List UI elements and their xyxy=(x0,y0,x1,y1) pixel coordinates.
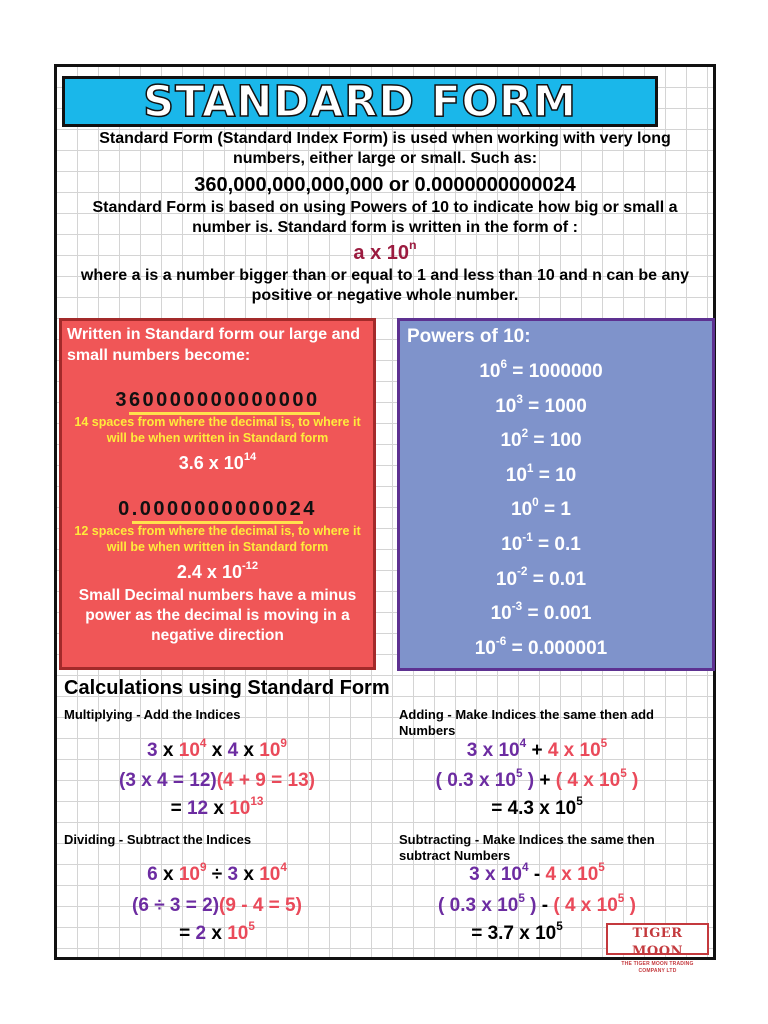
powers-of-ten-box xyxy=(397,318,715,671)
minus-power-explanation: Small Decimal numbers have a minus power as the decimal is moving in a negative direction xyxy=(78,587,357,644)
subtracting-result: = 3.7 x $10^5$ xyxy=(471,919,563,944)
tiger-moon-logo xyxy=(606,923,709,974)
multiplying-steps: (3 x 4 = 12)(4 + 9 = 13) xyxy=(119,770,315,791)
small-number-result xyxy=(62,560,373,584)
conversion-examples-box xyxy=(59,318,376,670)
large-number-result xyxy=(62,451,373,475)
power-row: $10^{-1} = 0.1$ xyxy=(501,530,581,555)
adding-label: Adding - Make Indices the same then add Numbers xyxy=(399,707,654,738)
subtracting-label: Subtracting - Make Indices the same then subtract Numbers xyxy=(399,832,655,863)
multiplying-result: = 12 x $10^{13}$ xyxy=(170,794,264,819)
large-result-exponent: 14 xyxy=(243,451,257,464)
large-number-underlined-digits: 60000000000000 xyxy=(129,389,320,415)
intro-section xyxy=(57,129,713,306)
subtracting-expression: 3 x $10^4 - 4$ x $10^5$ xyxy=(469,860,605,885)
small-number-last-digit: 4 xyxy=(303,498,317,520)
powers-heading: Powers of 10: xyxy=(407,326,531,347)
standard-form-formula xyxy=(57,240,713,266)
large-result-base: 3.6 x 10 xyxy=(178,453,244,473)
large-number-first-digit: 3 xyxy=(115,389,129,411)
power-row: $10^{-6} = 0.000001$ xyxy=(474,634,608,659)
calculations-heading: Calculations using Standard Form xyxy=(64,677,390,699)
intro-paragraph-1: Standard Form (Standard Index Form) is used when working with very long numbers, either large or small. Such as: xyxy=(99,130,671,167)
dividing-result: = 2 x $10^5$ xyxy=(179,919,255,944)
logo-name: TIGER MOON xyxy=(632,926,683,959)
poster xyxy=(54,64,716,974)
intro-paragraph-2: Standard Form is based on using Powers of 10 to indicate how big or small a number is. Standard form is written in the form of : xyxy=(92,199,678,236)
subtracting-steps: ( 0.3 x $10^5$ ) - ( 4 x $10^5$ ) xyxy=(438,891,636,916)
small-number-first-digit: 0 xyxy=(118,498,132,520)
large-number-note: 14 spaces from where the decimal is, to where it will be when written in Standard form xyxy=(74,415,361,445)
adding-expression: 3 x $10^4 + 4$ x $10^5$ xyxy=(466,736,608,761)
formula-base: a x 10 xyxy=(353,242,410,264)
title-banner xyxy=(62,76,658,127)
power-row: $10^3 = 1000$ xyxy=(495,392,587,417)
adding-steps: ( 0.3 x $10^5$ ) + ( 4 x $10^5$ ) xyxy=(435,766,639,791)
small-number-note: 12 spaces from where the decimal is, to where it will be when written in Standard form xyxy=(74,524,361,554)
formula-exponent: n xyxy=(409,238,417,253)
powers-list xyxy=(400,355,712,666)
page-title: STANDARD FORM xyxy=(143,76,577,127)
dividing-expression: 6 x $10^9 \div 3$ x $10^4$ xyxy=(147,860,287,885)
logo-tagline: THE TIGER MOON TRADING COMPANY LTD xyxy=(621,961,694,974)
large-number xyxy=(62,388,373,412)
example-numbers: 360,000,000,000,000 or 0.0000000000024 xyxy=(194,174,576,196)
dividing-label: Dividing - Subtract the Indices xyxy=(64,832,252,847)
multiplying-expression: 3 x $10^4$ x 4 x $10^9$ xyxy=(147,736,287,761)
power-row: $10^{-2} = 0.01$ xyxy=(495,565,587,590)
adding-result: = 4.3 x $10^5$ xyxy=(491,794,583,819)
conversion-heading: Written in Standard form our large and small numbers become: xyxy=(67,326,361,364)
intro-paragraph-3: where a is a number bigger than or equal to 1 and less than 10 and n can be any positive or negative whole number. xyxy=(80,267,690,304)
multiplying-label: Multiplying - Add the Indices xyxy=(64,707,241,722)
dividing-steps: (6 ÷ 3 = 2)(9 - 4 = 5) xyxy=(132,895,302,916)
power-row: $10^0 = 1$ xyxy=(511,496,571,521)
small-result-base: 2.4 x 10 xyxy=(176,562,242,582)
small-number xyxy=(62,497,373,521)
power-row: $10^6 = 1000000$ xyxy=(479,357,603,382)
power-row: $10^{-3} = 0.001$ xyxy=(490,600,592,625)
small-result-exponent: -12 xyxy=(241,560,259,573)
power-row: $10^2 = 100$ xyxy=(500,427,582,452)
power-row: $10^1 = 10$ xyxy=(505,461,577,486)
small-number-underlined-digits: .000000000002 xyxy=(132,498,304,524)
